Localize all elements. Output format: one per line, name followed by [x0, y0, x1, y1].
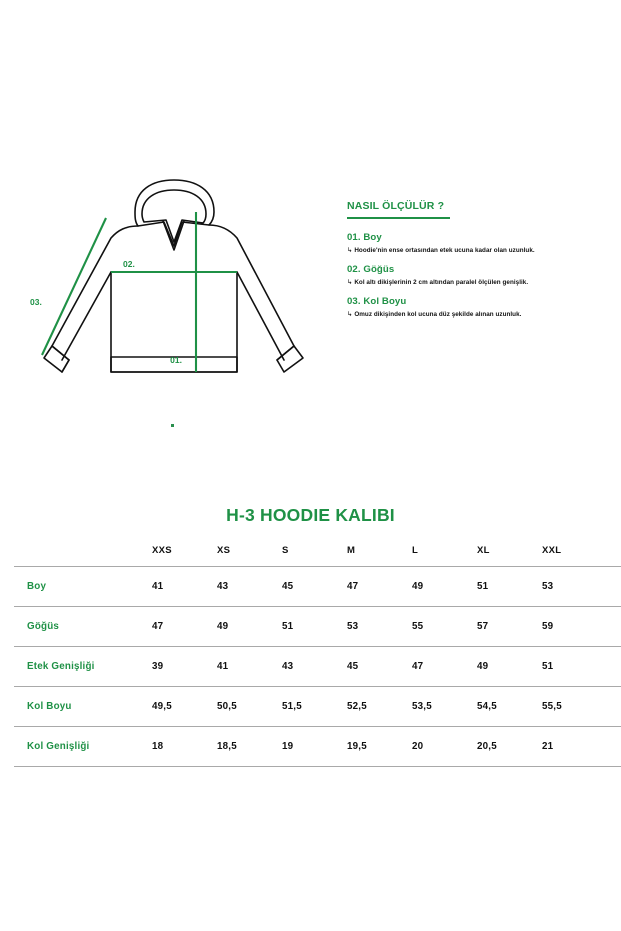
cell-kol-gen-xs: 18,5: [217, 741, 237, 752]
instruction-desc-kol-boyu-text: Omuz dikişinden kol ucuna düz şekilde alınan uzunluk.: [354, 311, 522, 319]
row-label-kol-boyu: Kol Boyu: [27, 701, 72, 712]
cell-kol-boyu-l: 53,5: [412, 701, 432, 712]
cell-kol-boyu-xxs: 49,5: [152, 701, 172, 712]
hoodie-outline-group: [44, 180, 303, 372]
size-chart-table: [14, 534, 621, 767]
cell-kol-gen-xxl: 21: [542, 741, 554, 752]
cell-spacer: [607, 607, 621, 647]
left-cuff-edge: [62, 360, 69, 372]
cell-boy-xl: 51: [477, 581, 489, 592]
instruction-desc-gogus-text: Kol altı dikişlerinin 2 cm altından paralel ölçülen genişlik.: [354, 279, 529, 287]
cell-kol-gen-l: 20: [412, 741, 424, 752]
arrow-icon: ↳: [347, 311, 353, 319]
instruction-desc-boy-text: Hoodie'nin ense ortasından etek ucuna kadar olan uzunluk.: [354, 247, 535, 255]
cell-gogus-l: 55: [412, 621, 424, 632]
right-shoulder-sleeve-top: [209, 225, 294, 346]
cell-kol-boyu-m: 52,5: [347, 701, 367, 712]
cell-etek-xl: 49: [477, 661, 489, 672]
table-row: [14, 727, 621, 767]
row-label-kol-genisligi: Kol Genişliği: [27, 741, 90, 752]
measurement-instructions-panel: [347, 200, 592, 328]
table-header-spacer: [607, 534, 621, 567]
cell-kol-boyu-xs: 50,5: [217, 701, 237, 712]
cell-etek-xxl: 51: [542, 661, 554, 672]
measurement-lines-group: [42, 212, 237, 372]
instruction-item-gogus: [347, 264, 592, 287]
table-header-s: S: [282, 544, 289, 556]
cell-kol-gen-xl: 20,5: [477, 741, 497, 752]
instructions-title: NASIL ÖLÇÜLÜR ?: [347, 200, 445, 212]
cell-kol-boyu-xl: 54,5: [477, 701, 497, 712]
cell-spacer: [607, 687, 621, 727]
row-label-etek-genisligi: Etek Genişliği: [27, 661, 95, 672]
cell-kol-boyu-xxl: 55,5: [542, 701, 562, 712]
diagram-label-01: 01.: [170, 355, 182, 365]
table-header-empty: [14, 534, 152, 567]
instruction-heading-boy: 01. Boy: [347, 232, 382, 244]
cell-etek-m: 45: [347, 661, 359, 672]
row-label-gogus: Göğüs: [27, 621, 60, 632]
cell-kol-boyu-s: 51,5: [282, 701, 302, 712]
diagram-label-03: 03.: [30, 297, 42, 307]
table-header-xl: XL: [477, 544, 490, 556]
cell-spacer: [607, 727, 621, 767]
instructions-underline: [347, 217, 450, 219]
arrow-icon: ↳: [347, 247, 353, 255]
measure-line-03-sleeve: [42, 218, 106, 355]
cell-gogus-s: 51: [282, 621, 294, 632]
size-table-body: [14, 567, 621, 767]
instruction-item-boy: [347, 232, 592, 255]
instruction-desc-boy: [347, 247, 592, 255]
table-header-row: [14, 534, 621, 567]
instruction-desc-kol-boyu: [347, 311, 592, 319]
table-row: [14, 607, 621, 647]
hoodie-outline-svg: [22, 150, 322, 405]
cell-kol-gen-m: 19,5: [347, 741, 367, 752]
cell-boy-xs: 43: [217, 581, 229, 592]
stray-mark: [171, 424, 174, 427]
instruction-heading-gogus: 02. Göğüs: [347, 264, 395, 276]
cell-kol-gen-s: 19: [282, 741, 294, 752]
size-chart-section: [0, 470, 621, 931]
cell-gogus-xxs: 47: [152, 621, 164, 632]
cell-etek-s: 43: [282, 661, 294, 672]
instruction-desc-gogus: [347, 279, 592, 287]
table-header-xxs: XXS: [152, 544, 172, 556]
page-title: H-3 HOODIE KALIBI: [226, 505, 395, 525]
cell-kol-gen-xxs: 18: [152, 741, 164, 752]
table-row: [14, 687, 621, 727]
cell-boy-xxs: 41: [152, 581, 164, 592]
cell-etek-xs: 41: [217, 661, 229, 672]
table-row: [14, 647, 621, 687]
cell-boy-s: 45: [282, 581, 294, 592]
cell-etek-xxs: 39: [152, 661, 164, 672]
table-header-l: L: [412, 544, 419, 556]
table-header-m: M: [347, 544, 356, 556]
cell-spacer: [607, 647, 621, 687]
cell-boy-m: 47: [347, 581, 359, 592]
cell-gogus-xxl: 59: [542, 621, 554, 632]
cell-boy-l: 49: [412, 581, 424, 592]
table-header-xxl: XXL: [542, 544, 562, 556]
cell-gogus-xl: 57: [477, 621, 489, 632]
left-sleeve-inner-edge: [62, 272, 111, 360]
size-table-head: [14, 534, 621, 567]
diagram-label-02: 02.: [123, 259, 135, 269]
cell-etek-l: 47: [412, 661, 424, 672]
cell-gogus-m: 53: [347, 621, 359, 632]
hoodie-technical-drawing: [22, 150, 322, 405]
table-row: [14, 567, 621, 607]
arrow-icon: ↳: [347, 279, 353, 287]
right-sleeve-inner-edge: [237, 272, 284, 360]
cell-spacer: [607, 567, 621, 607]
instruction-heading-kol-boyu: 03. Kol Boyu: [347, 296, 407, 308]
instruction-item-kol-boyu: [347, 296, 592, 319]
row-label-boy: Boy: [27, 581, 47, 592]
cell-boy-xxl: 53: [542, 581, 554, 592]
table-header-xs: XS: [217, 544, 231, 556]
cell-gogus-xs: 49: [217, 621, 229, 632]
